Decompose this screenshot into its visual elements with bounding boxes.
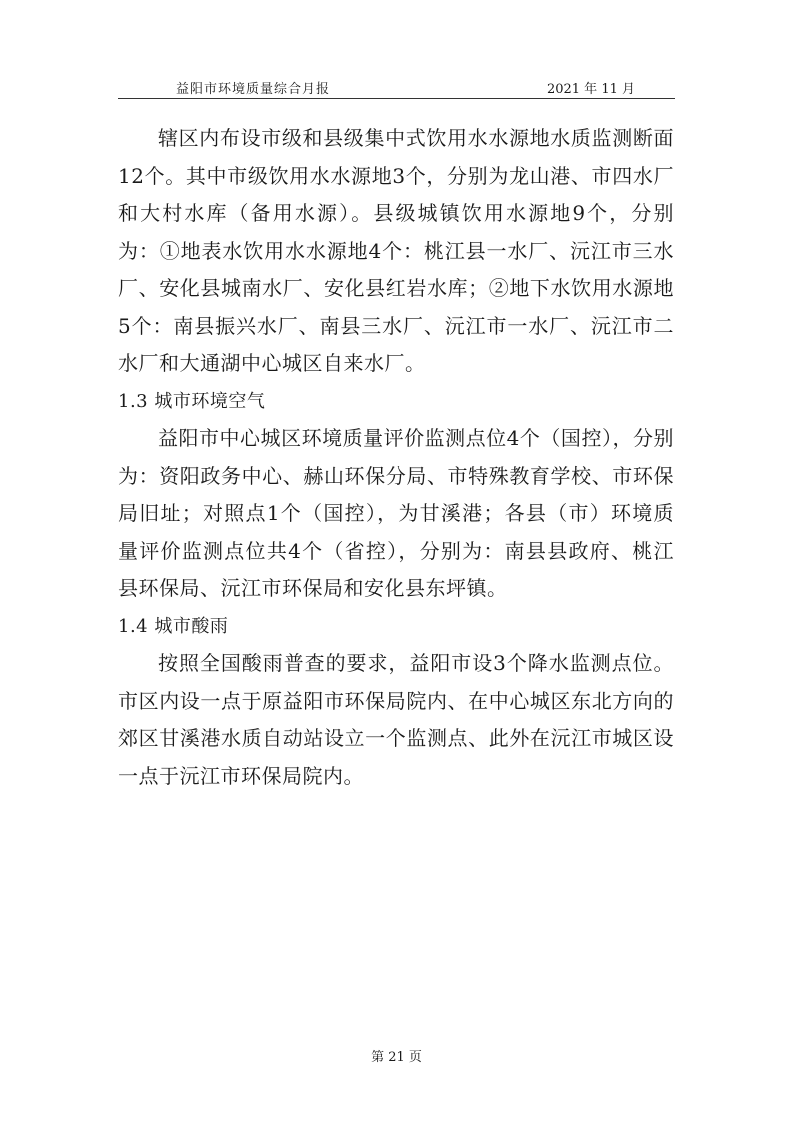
report-date: 2021 年 11 月 bbox=[546, 82, 635, 97]
report-title: 益阳市环境质量综合月报 bbox=[176, 82, 331, 97]
page-header bbox=[118, 74, 675, 99]
section-title-acid-rain: 1.4 城市酸雨 bbox=[118, 615, 229, 637]
paragraph-water-source-monitoring: 辖区内布设市级和县级集中式饮用水水源地水质监测断面12个。其中市级饮用水水源地3个，分别为龙山港、市四水厂和大村水库（备用水源）。县级城镇饮用水源地9个，分别为：①地表水饮用水水源地4个：桃江县一水厂、沅江市三水厂、安化县城南水厂、安化县红岩水库；②地下水饮用水源地5个：南县振兴水厂、南县三水厂、沅江市一水厂、沅江市二水厂和大通湖中心城区自来水厂。 bbox=[118, 126, 674, 375]
paragraph-air-monitoring-points: 益阳市中心城区环境质量评价监测点位4个（国控），分别为：资阳政务中心、赫山环保分局、市特殊教育学校、市环保局旧址；对照点1个（国控），为甘溪港；各县（市）环境质量评价监测点位共4个（省控），分别为：南县县政府、桃江县环保局、沅江市环保局和安化县东坪镇。 bbox=[118, 426, 674, 600]
page-number: 第 21 页 bbox=[371, 1050, 422, 1065]
paragraph-acid-rain-monitoring: 按照全国酸雨普查的要求，益阳市设3个降水监测点位。市区内设一点于原益阳市环保局院内、在中心城区东北方向的郊区甘溪港水质自动站设立一个监测点、此外在沅江市城区设一点于沅江市环保局院内。 bbox=[118, 651, 674, 788]
section-title-urban-air: 1.3 城市环境空气 bbox=[118, 390, 266, 412]
page-content bbox=[118, 120, 674, 795]
